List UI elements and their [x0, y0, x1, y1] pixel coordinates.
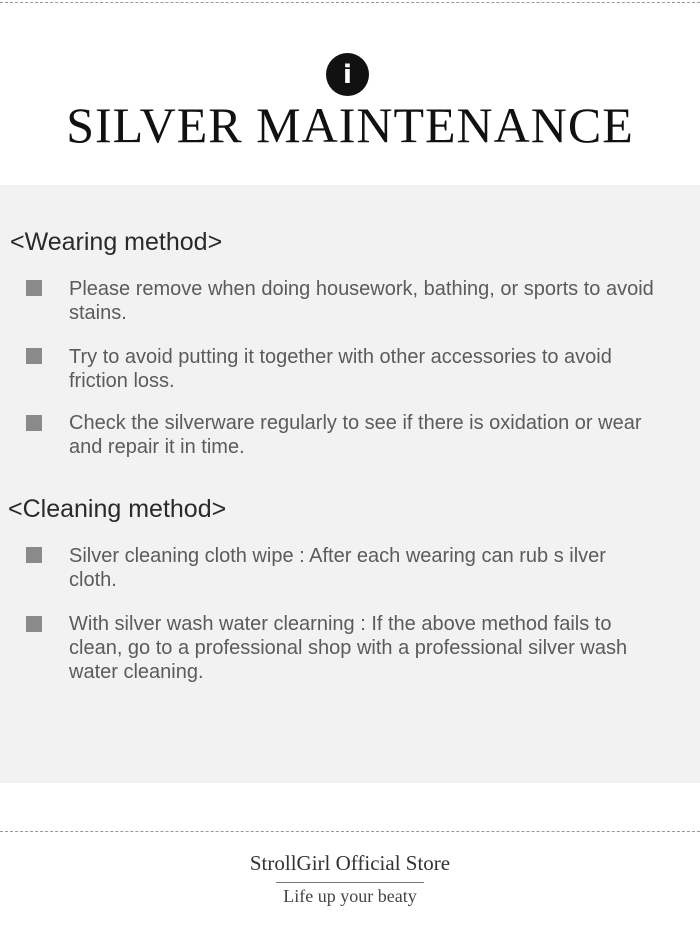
cleaning-method-heading: <Cleaning method>: [8, 495, 227, 523]
wearing-method-heading: <Wearing method>: [10, 228, 223, 256]
wearing-item-text: Check the silverware regularly to see if there is oxidation or wear and repair it in time.: [69, 412, 642, 458]
bottom-dashed-divider: [0, 831, 700, 832]
info-icon-glyph: i: [343, 59, 352, 90]
wearing-item-text: Please remove when doing housework, bathing, or sports to avoid stains.: [69, 278, 654, 324]
info-icon: [326, 53, 369, 96]
maintenance-panel: [0, 185, 700, 783]
top-dashed-divider: [0, 2, 700, 3]
cleaning-item-text: With silver wash water clearning : If the above method fails to clean, go to a professional shop with a professional silver wash water cleaning.: [69, 613, 628, 683]
store-name: StrollGirl Official Store: [249, 851, 451, 875]
square-bullet-icon: [26, 547, 42, 563]
square-bullet-icon: [26, 616, 42, 632]
cleaning-item-text: Silver cleaning cloth wipe : After each wearing can rub s ilver cloth.: [69, 545, 606, 591]
square-bullet-icon: [26, 415, 42, 431]
store-underline: [276, 882, 424, 883]
wearing-item-text: Try to avoid putting it together with other accessories to avoid friction loss.: [69, 346, 612, 392]
square-bullet-icon: [26, 280, 42, 296]
square-bullet-icon: [26, 348, 42, 364]
page-title: SILVER MAINTENANCE: [66, 97, 634, 153]
store-slogan: Life up your beaty: [283, 886, 417, 906]
